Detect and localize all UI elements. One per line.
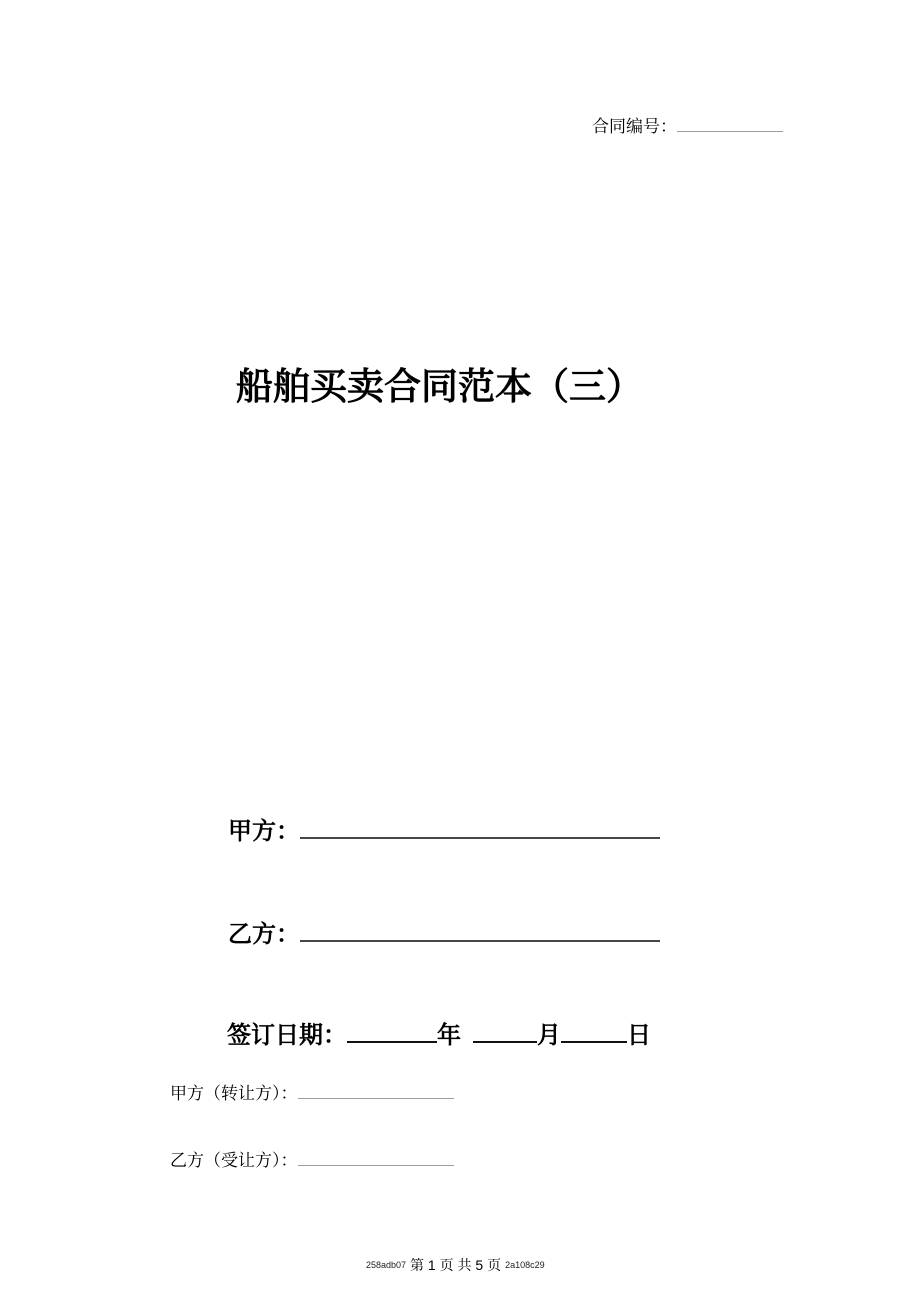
party-a-blank bbox=[300, 815, 660, 839]
footer-left-code: 258adb07 bbox=[366, 1260, 407, 1270]
party-b-line bbox=[228, 918, 660, 950]
transferee-label: 乙方（受让方）： bbox=[170, 1151, 298, 1170]
document-title: 船舶买卖合同范本（三） bbox=[236, 366, 643, 407]
transferor-label: 甲方（转让方）： bbox=[170, 1084, 298, 1103]
transferee-blank bbox=[298, 1149, 454, 1166]
contract-number-line bbox=[592, 115, 783, 139]
party-a-line bbox=[228, 815, 660, 847]
contract-number-label: 合同编号： bbox=[592, 117, 677, 136]
transferor-line bbox=[170, 1082, 454, 1106]
sign-date-month-blank bbox=[473, 1019, 537, 1043]
party-b-blank bbox=[300, 918, 660, 942]
sign-date-year-suffix: 年 bbox=[437, 1022, 461, 1049]
contract-number-blank bbox=[677, 115, 783, 132]
sign-date-line bbox=[227, 1019, 651, 1051]
footer-right-code: 2a108c29 bbox=[505, 1260, 545, 1270]
page-footer bbox=[366, 1255, 545, 1275]
sign-date-day-blank bbox=[561, 1019, 627, 1043]
party-a-label: 甲方： bbox=[228, 818, 300, 845]
sign-date-day-suffix: 日 bbox=[627, 1022, 651, 1049]
transferor-blank bbox=[298, 1082, 454, 1099]
footer-page-info: 第 1 页 共 5 页 bbox=[410, 1257, 502, 1273]
party-b-label: 乙方： bbox=[228, 921, 300, 948]
transferee-line bbox=[170, 1149, 454, 1173]
sign-date-label: 签订日期： bbox=[227, 1022, 347, 1049]
sign-date-year-blank bbox=[347, 1019, 437, 1043]
sign-date-month-suffix: 月 bbox=[537, 1022, 561, 1049]
